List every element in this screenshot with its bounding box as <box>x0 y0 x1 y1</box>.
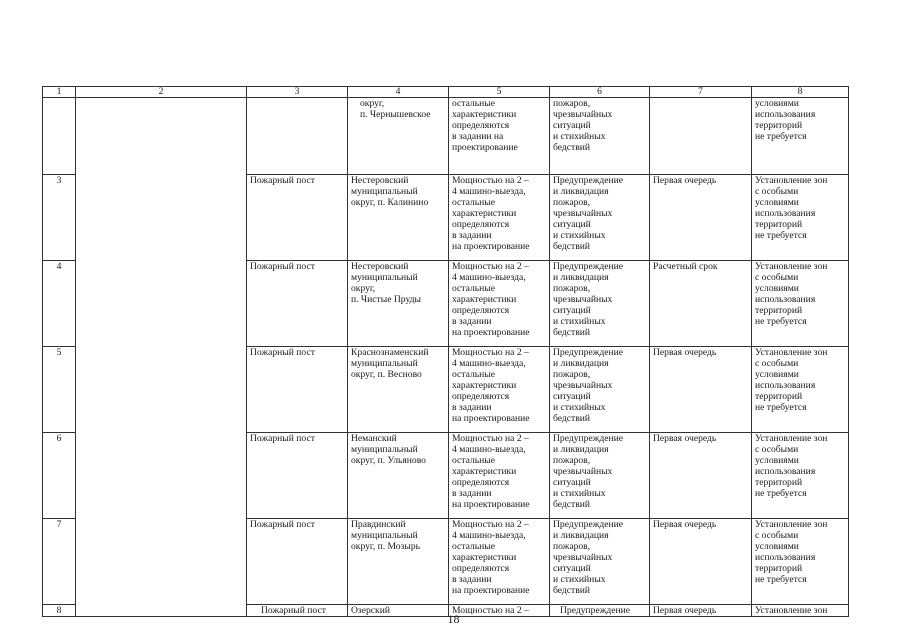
cell-line: определяются <box>452 563 510 574</box>
cell-line: Предупреждение <box>553 519 624 530</box>
cell-line: 4 машино-выезда, <box>452 186 526 197</box>
cell-line: территорий <box>755 563 803 574</box>
cell-line: ситуаций <box>553 563 591 574</box>
cell-line: в задании <box>452 402 492 413</box>
infrastructure-table <box>42 86 849 617</box>
cell-line: бедствий <box>553 142 591 153</box>
cell-line: Предупреждение <box>553 175 624 186</box>
column-number: 7 <box>650 87 752 98</box>
cell-line: условиями <box>755 541 799 552</box>
zones-cell <box>752 98 849 175</box>
cell-line: пожаров, <box>553 455 591 466</box>
stage-cell: Первая очередь <box>650 605 752 617</box>
cell-line: Мощностью на 2 – <box>452 175 529 186</box>
cell-line: и стихийных <box>553 316 606 327</box>
cell-line: не требуется <box>755 131 807 142</box>
cell-line: ситуаций <box>553 477 591 488</box>
cell-line: округ, <box>360 98 385 109</box>
cell-line: Мощностью на 2 – <box>452 519 529 530</box>
cell-line: Установление зон <box>755 347 828 358</box>
cell-line: чрезвычайных <box>553 466 613 477</box>
cell-line: и стихийных <box>553 574 606 585</box>
stage-cell: Расчетный срок <box>650 261 752 347</box>
cell-line: в задании <box>452 230 492 241</box>
cell-line: пожаров, <box>553 283 591 294</box>
cell-line: ситуаций <box>553 219 591 230</box>
zones-cell: Установление зон <box>752 605 849 617</box>
cell-line: использования <box>755 380 816 391</box>
object-cell: Пожарный пост <box>247 605 348 617</box>
cell-line: и ликвидация <box>553 358 609 369</box>
cell-line: Установление зон <box>755 433 828 444</box>
cell-line: округ, п. Ульяново <box>351 455 426 466</box>
cell-line: пожаров, <box>553 369 591 380</box>
cell-line: чрезвычайных <box>553 208 613 219</box>
cell-line: характеристики <box>452 208 517 219</box>
object-cell: Пожарный пост <box>247 175 348 261</box>
location-cell <box>348 347 449 433</box>
cell-line: Установление зон <box>755 175 828 186</box>
cell-line: и ликвидация <box>553 444 609 455</box>
location-cell <box>348 98 449 175</box>
cell-line: округ, п. Калинино <box>351 197 429 208</box>
cell-line: использования <box>755 109 816 120</box>
cell-line: на проектирование <box>452 241 530 252</box>
purpose-cell <box>550 98 650 175</box>
cell-line: Предупреждение <box>553 261 624 272</box>
location-cell <box>348 433 449 519</box>
cell-line: не требуется <box>755 574 807 585</box>
params-cell <box>449 347 550 433</box>
continuation-row <box>43 98 849 175</box>
cell-line: округ, <box>351 283 376 294</box>
params-cell <box>449 98 550 175</box>
zones-cell <box>752 175 849 261</box>
cell-line: характеристики <box>452 380 517 391</box>
cell-line: на проектирование <box>452 327 530 338</box>
object-cell: Пожарный пост <box>247 519 348 605</box>
cell-line: округ, п. Весново <box>351 369 422 380</box>
cell-line: в задании на <box>452 131 504 142</box>
cell-line: и стихийных <box>553 402 606 413</box>
cell-line: в задании <box>452 316 492 327</box>
column-number: 4 <box>348 87 449 98</box>
cell-line: Установление зон <box>755 519 828 530</box>
cell-line: бедствий <box>553 413 591 424</box>
cell-line: муниципальный <box>351 358 418 369</box>
cell-line: использования <box>755 552 816 563</box>
column-number-row <box>43 87 849 98</box>
purpose-cell: Предупреждение <box>550 605 650 617</box>
column-number: 8 <box>752 87 849 98</box>
cell-line: на проектирование <box>452 585 530 596</box>
cell-line: Неманский <box>351 433 397 444</box>
row-number-cell: 8 <box>43 605 76 617</box>
cell-line: использования <box>755 294 816 305</box>
cell-line: характеристики <box>452 466 517 477</box>
cell-line: Правдинский <box>351 519 406 530</box>
purpose-cell <box>550 519 650 605</box>
column-number: 2 <box>76 87 247 98</box>
object-cell: Пожарный пост <box>247 433 348 519</box>
cell-line: остальные <box>452 455 495 466</box>
location-cell <box>348 519 449 605</box>
cell-line: в задании <box>452 574 492 585</box>
cell-line: условиями <box>755 369 799 380</box>
cell-line: и ликвидация <box>553 186 609 197</box>
cell-line: территорий <box>755 219 803 230</box>
cell-line: бедствий <box>553 327 591 338</box>
cell-line: ситуаций <box>553 391 591 402</box>
cell-line: с особыми <box>755 530 799 541</box>
cell-line: и стихийных <box>553 230 606 241</box>
cell-line: ситуаций <box>553 120 591 131</box>
params-cell <box>449 261 550 347</box>
cell-line: использования <box>755 208 816 219</box>
cell-line: остальные <box>452 369 495 380</box>
column-number: 3 <box>247 87 348 98</box>
cell-line: чрезвычайных <box>553 380 613 391</box>
cell-line: с особыми <box>755 358 799 369</box>
object-cell <box>247 98 348 175</box>
cell-line: территорий <box>755 391 803 402</box>
cell-line: остальные <box>452 283 495 294</box>
row-number-cell: 7 <box>43 519 76 605</box>
row-number-cell <box>43 98 76 175</box>
column-number: 1 <box>43 87 76 98</box>
cell-line: не требуется <box>755 402 807 413</box>
cell-line: округ, п. Мозырь <box>351 541 421 552</box>
location-cell: Озерский <box>348 605 449 617</box>
zones-cell <box>752 519 849 605</box>
cell-line: бедствий <box>553 585 591 596</box>
location-cell <box>348 175 449 261</box>
cell-line: определяются <box>452 120 510 131</box>
cell-line: Мощностью на 2 – <box>452 433 529 444</box>
cell-line: территорий <box>755 120 803 131</box>
merged-category-cell <box>76 98 247 617</box>
cell-line: муниципальный <box>351 530 418 541</box>
cell-line: и ликвидация <box>553 530 609 541</box>
cell-line: Краснознаменский <box>351 347 429 358</box>
cell-line: условиями <box>755 283 799 294</box>
zones-cell <box>752 261 849 347</box>
cell-line: Предупреждение <box>553 433 624 444</box>
page-number: 18 <box>447 612 460 626</box>
cell-line: чрезвычайных <box>553 552 613 563</box>
cell-line: определяются <box>452 219 510 230</box>
cell-line: Мощностью на 2 – <box>452 347 529 358</box>
stage-cell <box>650 98 752 175</box>
cell-line: с особыми <box>755 272 799 283</box>
cell-line: определяются <box>452 477 510 488</box>
cell-line: Предупреждение <box>553 347 624 358</box>
cell-line: бедствий <box>553 499 591 510</box>
cell-line: муниципальный <box>351 272 418 283</box>
purpose-cell <box>550 433 650 519</box>
cell-line: характеристики <box>452 109 517 120</box>
cell-line: 4 машино-выезда, <box>452 358 526 369</box>
cell-line: определяются <box>452 305 510 316</box>
cell-line: муниципальный <box>351 444 418 455</box>
column-number: 6 <box>550 87 650 98</box>
cell-line: не требуется <box>755 316 807 327</box>
cell-line: п. Чернышевское <box>360 109 431 120</box>
cell-line: Нестеровский <box>351 175 409 186</box>
cell-line: ситуаций <box>553 305 591 316</box>
cell-line: характеристики <box>452 552 517 563</box>
cell-line: и ликвидация <box>553 272 609 283</box>
cell-line: 4 машино-выезда, <box>452 444 526 455</box>
params-cell <box>449 519 550 605</box>
cell-line: остальные <box>452 197 495 208</box>
params-cell <box>449 433 550 519</box>
cell-line: муниципальный <box>351 186 418 197</box>
row-number-cell: 6 <box>43 433 76 519</box>
purpose-cell <box>550 347 650 433</box>
zones-cell <box>752 433 849 519</box>
object-cell: Пожарный пост <box>247 347 348 433</box>
zones-cell <box>752 347 849 433</box>
row-number-cell: 4 <box>43 261 76 347</box>
cell-line: характеристики <box>452 294 517 305</box>
stage-cell: Первая очередь <box>650 175 752 261</box>
params-cell <box>449 175 550 261</box>
cell-line: и стихийных <box>553 131 606 142</box>
cell-line: п. Чистые Пруды <box>351 294 421 305</box>
cell-line: пожаров, <box>553 197 591 208</box>
cell-line: не требуется <box>755 230 807 241</box>
cell-line: пожаров, <box>553 541 591 552</box>
cell-line: определяются <box>452 391 510 402</box>
cell-line: условиями <box>755 455 799 466</box>
cell-line: использования <box>755 466 816 477</box>
cell-line: Нестеровский <box>351 261 409 272</box>
cell-line: территорий <box>755 477 803 488</box>
location-cell <box>348 261 449 347</box>
cell-line: Мощностью на 2 – <box>452 261 529 272</box>
row-number-cell: 3 <box>43 175 76 261</box>
params-cell: Мощностью на 2 – <box>449 605 550 617</box>
cell-line: чрезвычайных <box>553 294 613 305</box>
cell-line: с особыми <box>755 186 799 197</box>
stage-cell: Первая очередь <box>650 347 752 433</box>
cell-line: на проектирование <box>452 413 530 424</box>
cell-line: остальные <box>452 541 495 552</box>
cell-line: 4 машино-выезда, <box>452 272 526 283</box>
purpose-cell <box>550 175 650 261</box>
object-cell: Пожарный пост <box>247 261 348 347</box>
column-number: 5 <box>449 87 550 98</box>
cell-line: на проектирование <box>452 499 530 510</box>
stage-cell: Первая очередь <box>650 433 752 519</box>
cell-line: Установление зон <box>755 261 828 272</box>
stage-cell: Первая очередь <box>650 519 752 605</box>
cell-line: бедствий <box>553 241 591 252</box>
cell-line: остальные <box>452 98 495 109</box>
purpose-cell <box>550 261 650 347</box>
cell-line: и стихийных <box>553 488 606 499</box>
cell-line: проектирование <box>452 142 518 153</box>
cell-line: условиями <box>755 98 799 109</box>
row-number-cell: 5 <box>43 347 76 433</box>
cell-line: условиями <box>755 197 799 208</box>
cell-line: 4 машино-выезда, <box>452 530 526 541</box>
cell-line: чрезвычайных <box>553 109 613 120</box>
cell-line: территорий <box>755 305 803 316</box>
cell-line: в задании <box>452 488 492 499</box>
cell-line: с особыми <box>755 444 799 455</box>
cell-line: не требуется <box>755 488 807 499</box>
cell-line: пожаров, <box>553 98 591 109</box>
